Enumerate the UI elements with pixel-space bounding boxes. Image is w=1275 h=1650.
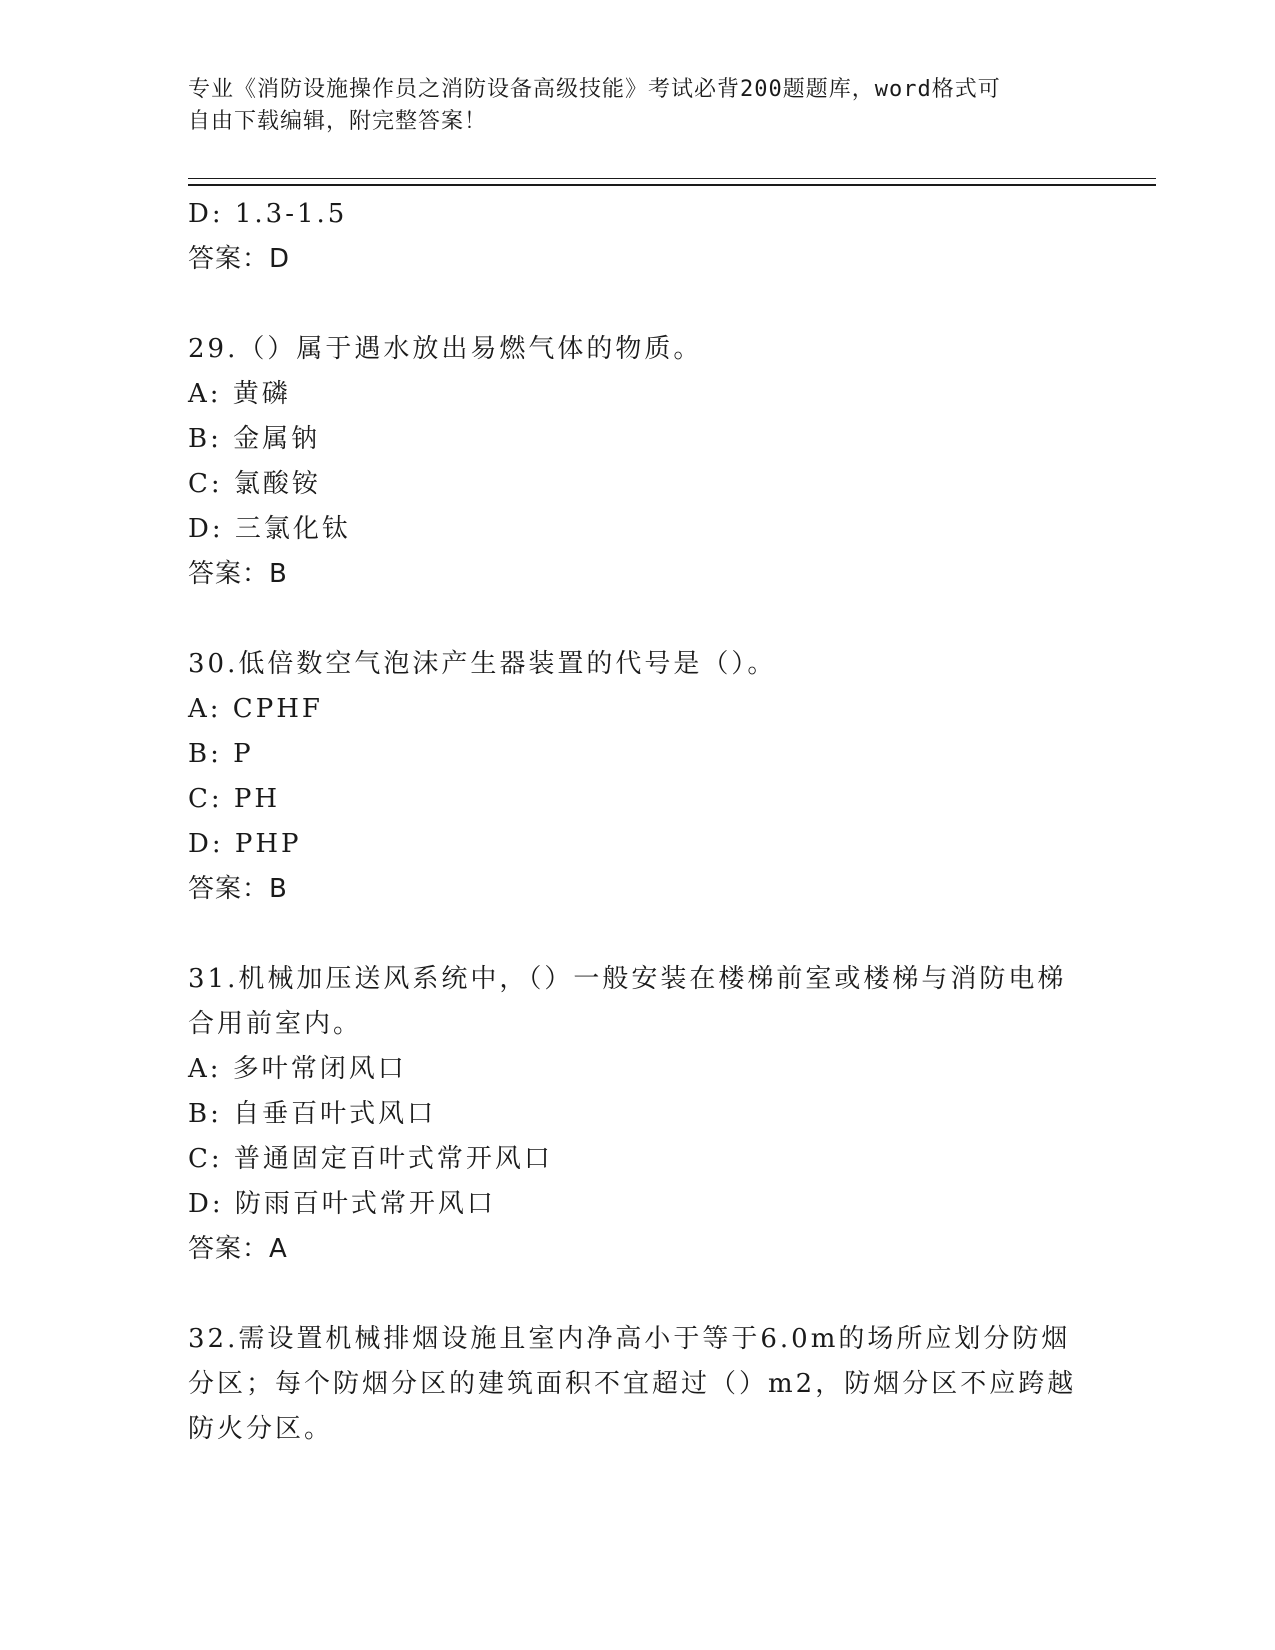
question-stem: 31.机械加压送风系统中，（）一般安装在楼梯前室或楼梯与消防电梯合用前室内。 <box>188 964 1067 1039</box>
spacer <box>188 912 1088 957</box>
option-b: B: P <box>188 739 254 769</box>
answer-line: 答案：D <box>188 244 291 274</box>
question-stem: 32.需设置机械排烟设施且室内净高小于等于6.0m的场所应划分防烟分区；每个防烟分区的建筑面积不宜超过（）m2，防烟分区不应跨越防火分区。 <box>188 1324 1077 1444</box>
question-stem: 30.低倍数空气泡沫产生器装置的代号是（）。 <box>188 649 777 679</box>
header-line-1: 专业《消防设施操作员之消防设备高级技能》考试必背200题题库，word格式可 <box>188 77 1001 102</box>
option-a: A: CPHF <box>188 694 323 724</box>
option-d: D: 1.3-1.5 <box>188 199 348 229</box>
header-divider-thin <box>188 178 1156 179</box>
option-c: C: 氯酸铵 <box>188 469 321 499</box>
header-line-2: 自由下载编辑，附完整答案！ <box>188 109 488 134</box>
question-list <box>188 192 1088 1452</box>
option-b: B: 自垂百叶式风口 <box>188 1099 437 1129</box>
answer-line: 答案：B <box>188 559 288 589</box>
answer-line: 答案：B <box>188 874 288 904</box>
option-d: D: PHP <box>188 829 302 859</box>
option-d: D: 三氯化钛 <box>188 514 351 544</box>
header-divider-thick <box>188 184 1156 186</box>
spacer <box>188 282 1088 327</box>
option-d: D: 防雨百叶式常开风口 <box>188 1189 496 1219</box>
option-a: A: 多叶常闭风口 <box>188 1054 407 1084</box>
question-29 <box>188 327 1088 597</box>
option-c: C: 普通固定百叶式常开风口 <box>188 1144 553 1174</box>
answer-line: 答案：A <box>188 1234 288 1264</box>
option-b: B: 金属钠 <box>188 424 321 454</box>
question-stem: 29.（）属于遇水放出易燃气体的物质。 <box>188 334 703 364</box>
spacer <box>188 597 1088 642</box>
question-30 <box>188 642 1088 912</box>
document-header <box>188 74 1068 138</box>
question-31 <box>188 957 1088 1272</box>
question-32 <box>188 1317 1088 1452</box>
spacer <box>188 1272 1088 1317</box>
option-c: C: PH <box>188 784 281 814</box>
option-a: A: 黄磷 <box>188 379 291 409</box>
